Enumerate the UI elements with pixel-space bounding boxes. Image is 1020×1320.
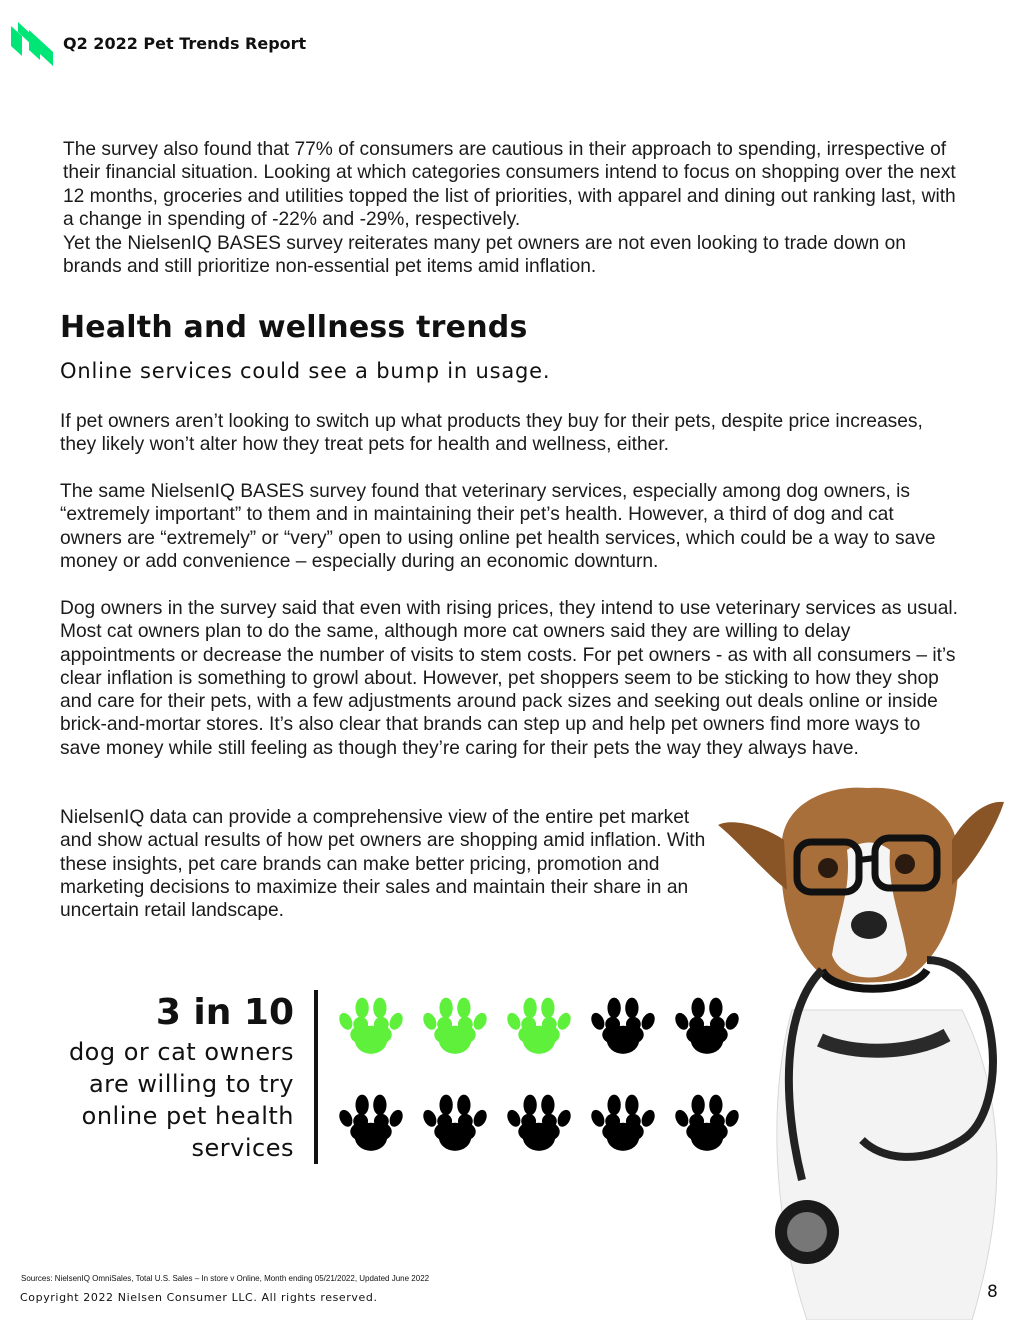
stat-text-line: dog or cat owners [68,1038,294,1066]
paw-print-icon-highlighted [334,988,408,1062]
body-paragraph: The same NielsenIQ BASES survey found that veterinary services, especially among dog owners, is “extremely important” to them and in maintaining their pet’s health. However, a third of dog and cat owners are “extremely” or “very” open to using online pet health services, which could be a way to save money or add convenience – especially during an economic downturn. [60,481,936,572]
paw-print-icon [586,1085,660,1159]
section-title: Health and wellness trends [60,310,528,345]
intro-paragraph: Yet the NielsenIQ BASES survey reiterates many pet owners are not even looking to trade down on brands and still prioritize non-essential pet items amid inflation. [63,232,906,278]
paw-print-icon [418,1085,492,1159]
copyright-note: Copyright 2022 Nielsen Consumer LLC. All rights reserved. [20,1291,378,1304]
stat-number: 3 in 10 [155,992,294,1033]
intro-text [63,138,963,278]
report-header [10,22,307,66]
paw-print-icon [670,1085,744,1159]
paw-print-icon [334,1085,408,1159]
stat-divider [314,990,318,1164]
sources-note: Sources: NielsenIQ OmniSales, Total U.S. Sales – In store v Online, Month ending 05/21/2022, Updated June 2022 [21,1274,430,1283]
intro-paragraph: The survey also found that 77% of consumers are cautious in their approach to spending, irrespective of their financial situation. Looking at which categories consumers intend to focus on shopping over the next 12 months, groceries and utilities topped the list of priorities, with apparel and dining out ranking last, with a change in spending of -22% and -29%, respectively. [63,139,956,231]
paw-print-icon [586,988,660,1062]
page-number: 8 [987,1282,998,1302]
nielseniq-logo-icon [10,22,54,66]
stat-callout [30,990,294,1164]
stat-text-line: are willing to try [88,1070,294,1098]
section-subtitle: Online services could see a bump in usage. [60,359,551,383]
stat-text-line: online pet health [81,1102,294,1130]
paw-print-icon [502,1085,576,1159]
paw-icon-grid [334,988,754,1182]
body-paragraph: If pet owners aren’t looking to switch up what products they buy for their pets, despite price increases, they likely won’t alter how they treat pets for health and wellness, either. [60,411,923,456]
body-paragraph: NielsenIQ data can provide a comprehensive view of the entire pet market and show actual results of how pet owners are shopping amid inflation. With these insights, pet care brands can make better pricing, promotion and marketing decisions to maximize their sales and maintain their share in an uncertain retail landscape. [60,807,706,922]
stat-text-line: services [191,1134,294,1162]
paw-print-icon [670,988,744,1062]
paw-print-icon-highlighted [502,988,576,1062]
report-title: Q2 2022 Pet Trends Report [63,34,307,53]
dog-with-stethoscope-image [712,780,1020,1320]
body-paragraph: Dog owners in the survey said that even with rising prices, they intend to use veterinary services as usual. Most cat owners plan to do the same, although more cat owners said they are willing to delay appointments or decrease the number of visits to stem costs. For pet owners - as with all consumers – it’s clear inflation is something to growl about. However, pet shoppers seem to be sticking to how they shop and care for their pets, with a few adjustments around pack sizes and seeking out deals online or inside brick-and-mortar stores. It’s also clear that brands can step up and help pet owners find more ways to save money while still feeling as though they’re caring for their pets the way they always have. [60,598,958,759]
paw-print-icon-highlighted [418,988,492,1062]
